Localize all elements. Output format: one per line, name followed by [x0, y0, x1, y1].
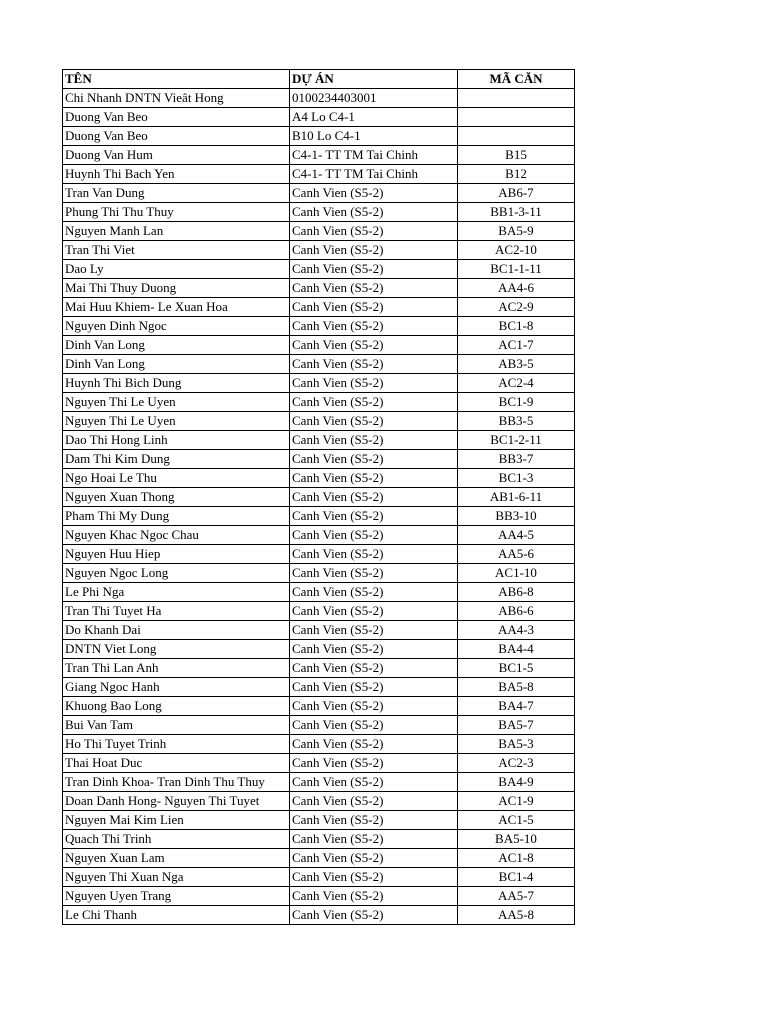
- cell-project: Canh Vien (S5-2): [290, 260, 458, 279]
- cell-name: Mai Thi Thuy Duong: [63, 279, 290, 298]
- cell-project: Canh Vien (S5-2): [290, 488, 458, 507]
- cell-unit-code: AC1-5: [458, 811, 575, 830]
- cell-unit-code: AB6-7: [458, 184, 575, 203]
- cell-name: Ngo Hoai Le Thu: [63, 469, 290, 488]
- cell-unit-code: BC1-5: [458, 659, 575, 678]
- cell-project: Canh Vien (S5-2): [290, 279, 458, 298]
- cell-name: Quach Thi Trinh: [63, 830, 290, 849]
- table-row: [63, 89, 575, 108]
- cell-project: Canh Vien (S5-2): [290, 621, 458, 640]
- cell-unit-code: BA5-7: [458, 716, 575, 735]
- header-name: TÊN: [63, 70, 290, 89]
- table-row: [63, 488, 575, 507]
- cell-name: Nguyen Khac Ngoc Chau: [63, 526, 290, 545]
- cell-project: Canh Vien (S5-2): [290, 602, 458, 621]
- cell-name: Doan Danh Hong- Nguyen Thi Tuyet: [63, 792, 290, 811]
- cell-unit-code: BC1-4: [458, 868, 575, 887]
- cell-unit-code: AA4-3: [458, 621, 575, 640]
- cell-unit-code: BB3-10: [458, 507, 575, 526]
- cell-unit-code: AB6-8: [458, 583, 575, 602]
- cell-name: Thai Hoat Duc: [63, 754, 290, 773]
- cell-unit-code: AA4-5: [458, 526, 575, 545]
- cell-name: Tran Thi Tuyet Ha: [63, 602, 290, 621]
- cell-name: Nguyen Xuan Lam: [63, 849, 290, 868]
- cell-name: Tran Dinh Khoa- Tran Dinh Thu Thuy: [63, 773, 290, 792]
- cell-unit-code: BA4-9: [458, 773, 575, 792]
- cell-unit-code: BA4-7: [458, 697, 575, 716]
- cell-unit-code: [458, 108, 575, 127]
- cell-name: Do Khanh Dai: [63, 621, 290, 640]
- table-row: [63, 279, 575, 298]
- cell-name: Le Phi Nga: [63, 583, 290, 602]
- cell-name: Nguyen Dinh Ngoc: [63, 317, 290, 336]
- cell-project: Canh Vien (S5-2): [290, 716, 458, 735]
- cell-unit-code: AC1-7: [458, 336, 575, 355]
- cell-unit-code: AA4-6: [458, 279, 575, 298]
- cell-name: Nguyen Xuan Thong: [63, 488, 290, 507]
- table-row: [63, 716, 575, 735]
- cell-project: Canh Vien (S5-2): [290, 868, 458, 887]
- cell-name: Nguyen Uyen Trang: [63, 887, 290, 906]
- cell-project: Canh Vien (S5-2): [290, 431, 458, 450]
- cell-name: Chi Nhanh DNTN Vieât Hong: [63, 89, 290, 108]
- cell-unit-code: BA5-10: [458, 830, 575, 849]
- table-row: [63, 545, 575, 564]
- table-row: [63, 469, 575, 488]
- cell-name: Nguyen Ngoc Long: [63, 564, 290, 583]
- cell-project: A4 Lo C4-1: [290, 108, 458, 127]
- table-row: [63, 412, 575, 431]
- cell-unit-code: AB3-5: [458, 355, 575, 374]
- cell-unit-code: BA5-8: [458, 678, 575, 697]
- cell-project: Canh Vien (S5-2): [290, 849, 458, 868]
- table-row: [63, 697, 575, 716]
- cell-project: Canh Vien (S5-2): [290, 298, 458, 317]
- cell-project: Canh Vien (S5-2): [290, 754, 458, 773]
- table-row: [63, 393, 575, 412]
- table-row: [63, 450, 575, 469]
- cell-unit-code: BA4-4: [458, 640, 575, 659]
- cell-project: Canh Vien (S5-2): [290, 906, 458, 925]
- table-row: [63, 659, 575, 678]
- cell-project: Canh Vien (S5-2): [290, 640, 458, 659]
- cell-project: B10 Lo C4-1: [290, 127, 458, 146]
- cell-unit-code: AC2-10: [458, 241, 575, 260]
- cell-name: Mai Huu Khiem- Le Xuan Hoa: [63, 298, 290, 317]
- cell-name: Nguyen Thi Xuan Nga: [63, 868, 290, 887]
- table-row: [63, 298, 575, 317]
- table-row: [63, 868, 575, 887]
- cell-name: Ho Thi Tuyet Trinh: [63, 735, 290, 754]
- table-row: [63, 773, 575, 792]
- cell-unit-code: AB1-6-11: [458, 488, 575, 507]
- cell-name: Tran Thi Viet: [63, 241, 290, 260]
- cell-unit-code: AA5-8: [458, 906, 575, 925]
- table-row: [63, 146, 575, 165]
- cell-name: Tran Thi Lan Anh: [63, 659, 290, 678]
- table-row: [63, 602, 575, 621]
- table-row: [63, 678, 575, 697]
- cell-name: Nguyen Huu Hiep: [63, 545, 290, 564]
- table-row: [63, 184, 575, 203]
- cell-project: Canh Vien (S5-2): [290, 393, 458, 412]
- cell-name: Duong Van Beo: [63, 127, 290, 146]
- table-row: [63, 830, 575, 849]
- table-row: [63, 849, 575, 868]
- cell-name: Dao Thi Hong Linh: [63, 431, 290, 450]
- cell-name: Tran Van Dung: [63, 184, 290, 203]
- cell-project: C4-1- TT TM Tai Chinh: [290, 146, 458, 165]
- cell-unit-code: AC1-10: [458, 564, 575, 583]
- cell-name: Nguyen Thi Le Uyen: [63, 412, 290, 431]
- cell-unit-code: BC1-8: [458, 317, 575, 336]
- cell-unit-code: AA5-6: [458, 545, 575, 564]
- table-row: [63, 241, 575, 260]
- cell-name: Le Chi Thanh: [63, 906, 290, 925]
- cell-name: Dam Thi Kim Dung: [63, 450, 290, 469]
- cell-name: DNTN Viet Long: [63, 640, 290, 659]
- table-row: [63, 431, 575, 450]
- cell-name: Huynh Thi Bach Yen: [63, 165, 290, 184]
- cell-project: Canh Vien (S5-2): [290, 336, 458, 355]
- cell-unit-code: AC1-9: [458, 792, 575, 811]
- cell-name: Huynh Thi Bich Dung: [63, 374, 290, 393]
- cell-unit-code: B15: [458, 146, 575, 165]
- cell-name: Dinh Van Long: [63, 336, 290, 355]
- cell-project: Canh Vien (S5-2): [290, 450, 458, 469]
- cell-name: Pham Thi My Dung: [63, 507, 290, 526]
- cell-project: Canh Vien (S5-2): [290, 811, 458, 830]
- table-row: [63, 374, 575, 393]
- cell-name: Nguyen Manh Lan: [63, 222, 290, 241]
- cell-project: Canh Vien (S5-2): [290, 374, 458, 393]
- cell-project: Canh Vien (S5-2): [290, 203, 458, 222]
- cell-project: Canh Vien (S5-2): [290, 317, 458, 336]
- cell-project: Canh Vien (S5-2): [290, 545, 458, 564]
- cell-unit-code: BC1-3: [458, 469, 575, 488]
- cell-project: 0100234403001: [290, 89, 458, 108]
- cell-project: Canh Vien (S5-2): [290, 659, 458, 678]
- table-row: [63, 906, 575, 925]
- cell-unit-code: BB1-3-11: [458, 203, 575, 222]
- table-row: [63, 507, 575, 526]
- table-row: [63, 526, 575, 545]
- table-row: [63, 165, 575, 184]
- cell-name: Duong Van Beo: [63, 108, 290, 127]
- customer-table: [62, 69, 575, 925]
- table-body: [63, 89, 575, 925]
- table-row: [63, 792, 575, 811]
- cell-unit-code: [458, 89, 575, 108]
- cell-project: Canh Vien (S5-2): [290, 241, 458, 260]
- cell-unit-code: BC1-2-11: [458, 431, 575, 450]
- cell-project: Canh Vien (S5-2): [290, 583, 458, 602]
- table-row: [63, 887, 575, 906]
- table-row: [63, 640, 575, 659]
- cell-name: Duong Van Hum: [63, 146, 290, 165]
- cell-unit-code: AC2-9: [458, 298, 575, 317]
- cell-unit-code: AA5-7: [458, 887, 575, 906]
- cell-name: Khuong Bao Long: [63, 697, 290, 716]
- cell-name: Giang Ngoc Hanh: [63, 678, 290, 697]
- cell-unit-code: BC1-9: [458, 393, 575, 412]
- cell-name: Bui Van Tam: [63, 716, 290, 735]
- table-row: [63, 108, 575, 127]
- table-row: [63, 203, 575, 222]
- table-row: [63, 564, 575, 583]
- cell-project: Canh Vien (S5-2): [290, 184, 458, 203]
- cell-project: Canh Vien (S5-2): [290, 526, 458, 545]
- table-row: [63, 317, 575, 336]
- cell-project: Canh Vien (S5-2): [290, 222, 458, 241]
- table-row: [63, 621, 575, 640]
- cell-project: Canh Vien (S5-2): [290, 792, 458, 811]
- cell-project: Canh Vien (S5-2): [290, 735, 458, 754]
- cell-project: Canh Vien (S5-2): [290, 507, 458, 526]
- table-row: [63, 735, 575, 754]
- cell-name: Dinh Van Long: [63, 355, 290, 374]
- cell-project: Canh Vien (S5-2): [290, 564, 458, 583]
- cell-unit-code: BB3-7: [458, 450, 575, 469]
- cell-unit-code: B12: [458, 165, 575, 184]
- cell-name: Nguyen Thi Le Uyen: [63, 393, 290, 412]
- cell-unit-code: AC2-3: [458, 754, 575, 773]
- cell-project: C4-1- TT TM Tai Chinh: [290, 165, 458, 184]
- cell-project: Canh Vien (S5-2): [290, 773, 458, 792]
- cell-project: Canh Vien (S5-2): [290, 830, 458, 849]
- table-row: [63, 260, 575, 279]
- cell-project: Canh Vien (S5-2): [290, 697, 458, 716]
- table-row: [63, 336, 575, 355]
- cell-project: Canh Vien (S5-2): [290, 412, 458, 431]
- cell-unit-code: AC2-4: [458, 374, 575, 393]
- header-row: [63, 70, 575, 89]
- cell-unit-code: AC1-8: [458, 849, 575, 868]
- cell-unit-code: BB3-5: [458, 412, 575, 431]
- cell-unit-code: BA5-3: [458, 735, 575, 754]
- cell-unit-code: AB6-6: [458, 602, 575, 621]
- table-row: [63, 127, 575, 146]
- table-row: [63, 355, 575, 374]
- table-row: [63, 583, 575, 602]
- cell-unit-code: [458, 127, 575, 146]
- cell-project: Canh Vien (S5-2): [290, 678, 458, 697]
- table-row: [63, 222, 575, 241]
- cell-unit-code: BA5-9: [458, 222, 575, 241]
- header-unit-code: MÃ CĂN: [458, 70, 575, 89]
- table-row: [63, 811, 575, 830]
- header-project: DỰ ÁN: [290, 70, 458, 89]
- cell-name: Nguyen Mai Kim Lien: [63, 811, 290, 830]
- table-row: [63, 754, 575, 773]
- cell-project: Canh Vien (S5-2): [290, 887, 458, 906]
- cell-name: Phung Thi Thu Thuy: [63, 203, 290, 222]
- cell-project: Canh Vien (S5-2): [290, 469, 458, 488]
- cell-unit-code: BC1-1-11: [458, 260, 575, 279]
- cell-name: Dao Ly: [63, 260, 290, 279]
- cell-project: Canh Vien (S5-2): [290, 355, 458, 374]
